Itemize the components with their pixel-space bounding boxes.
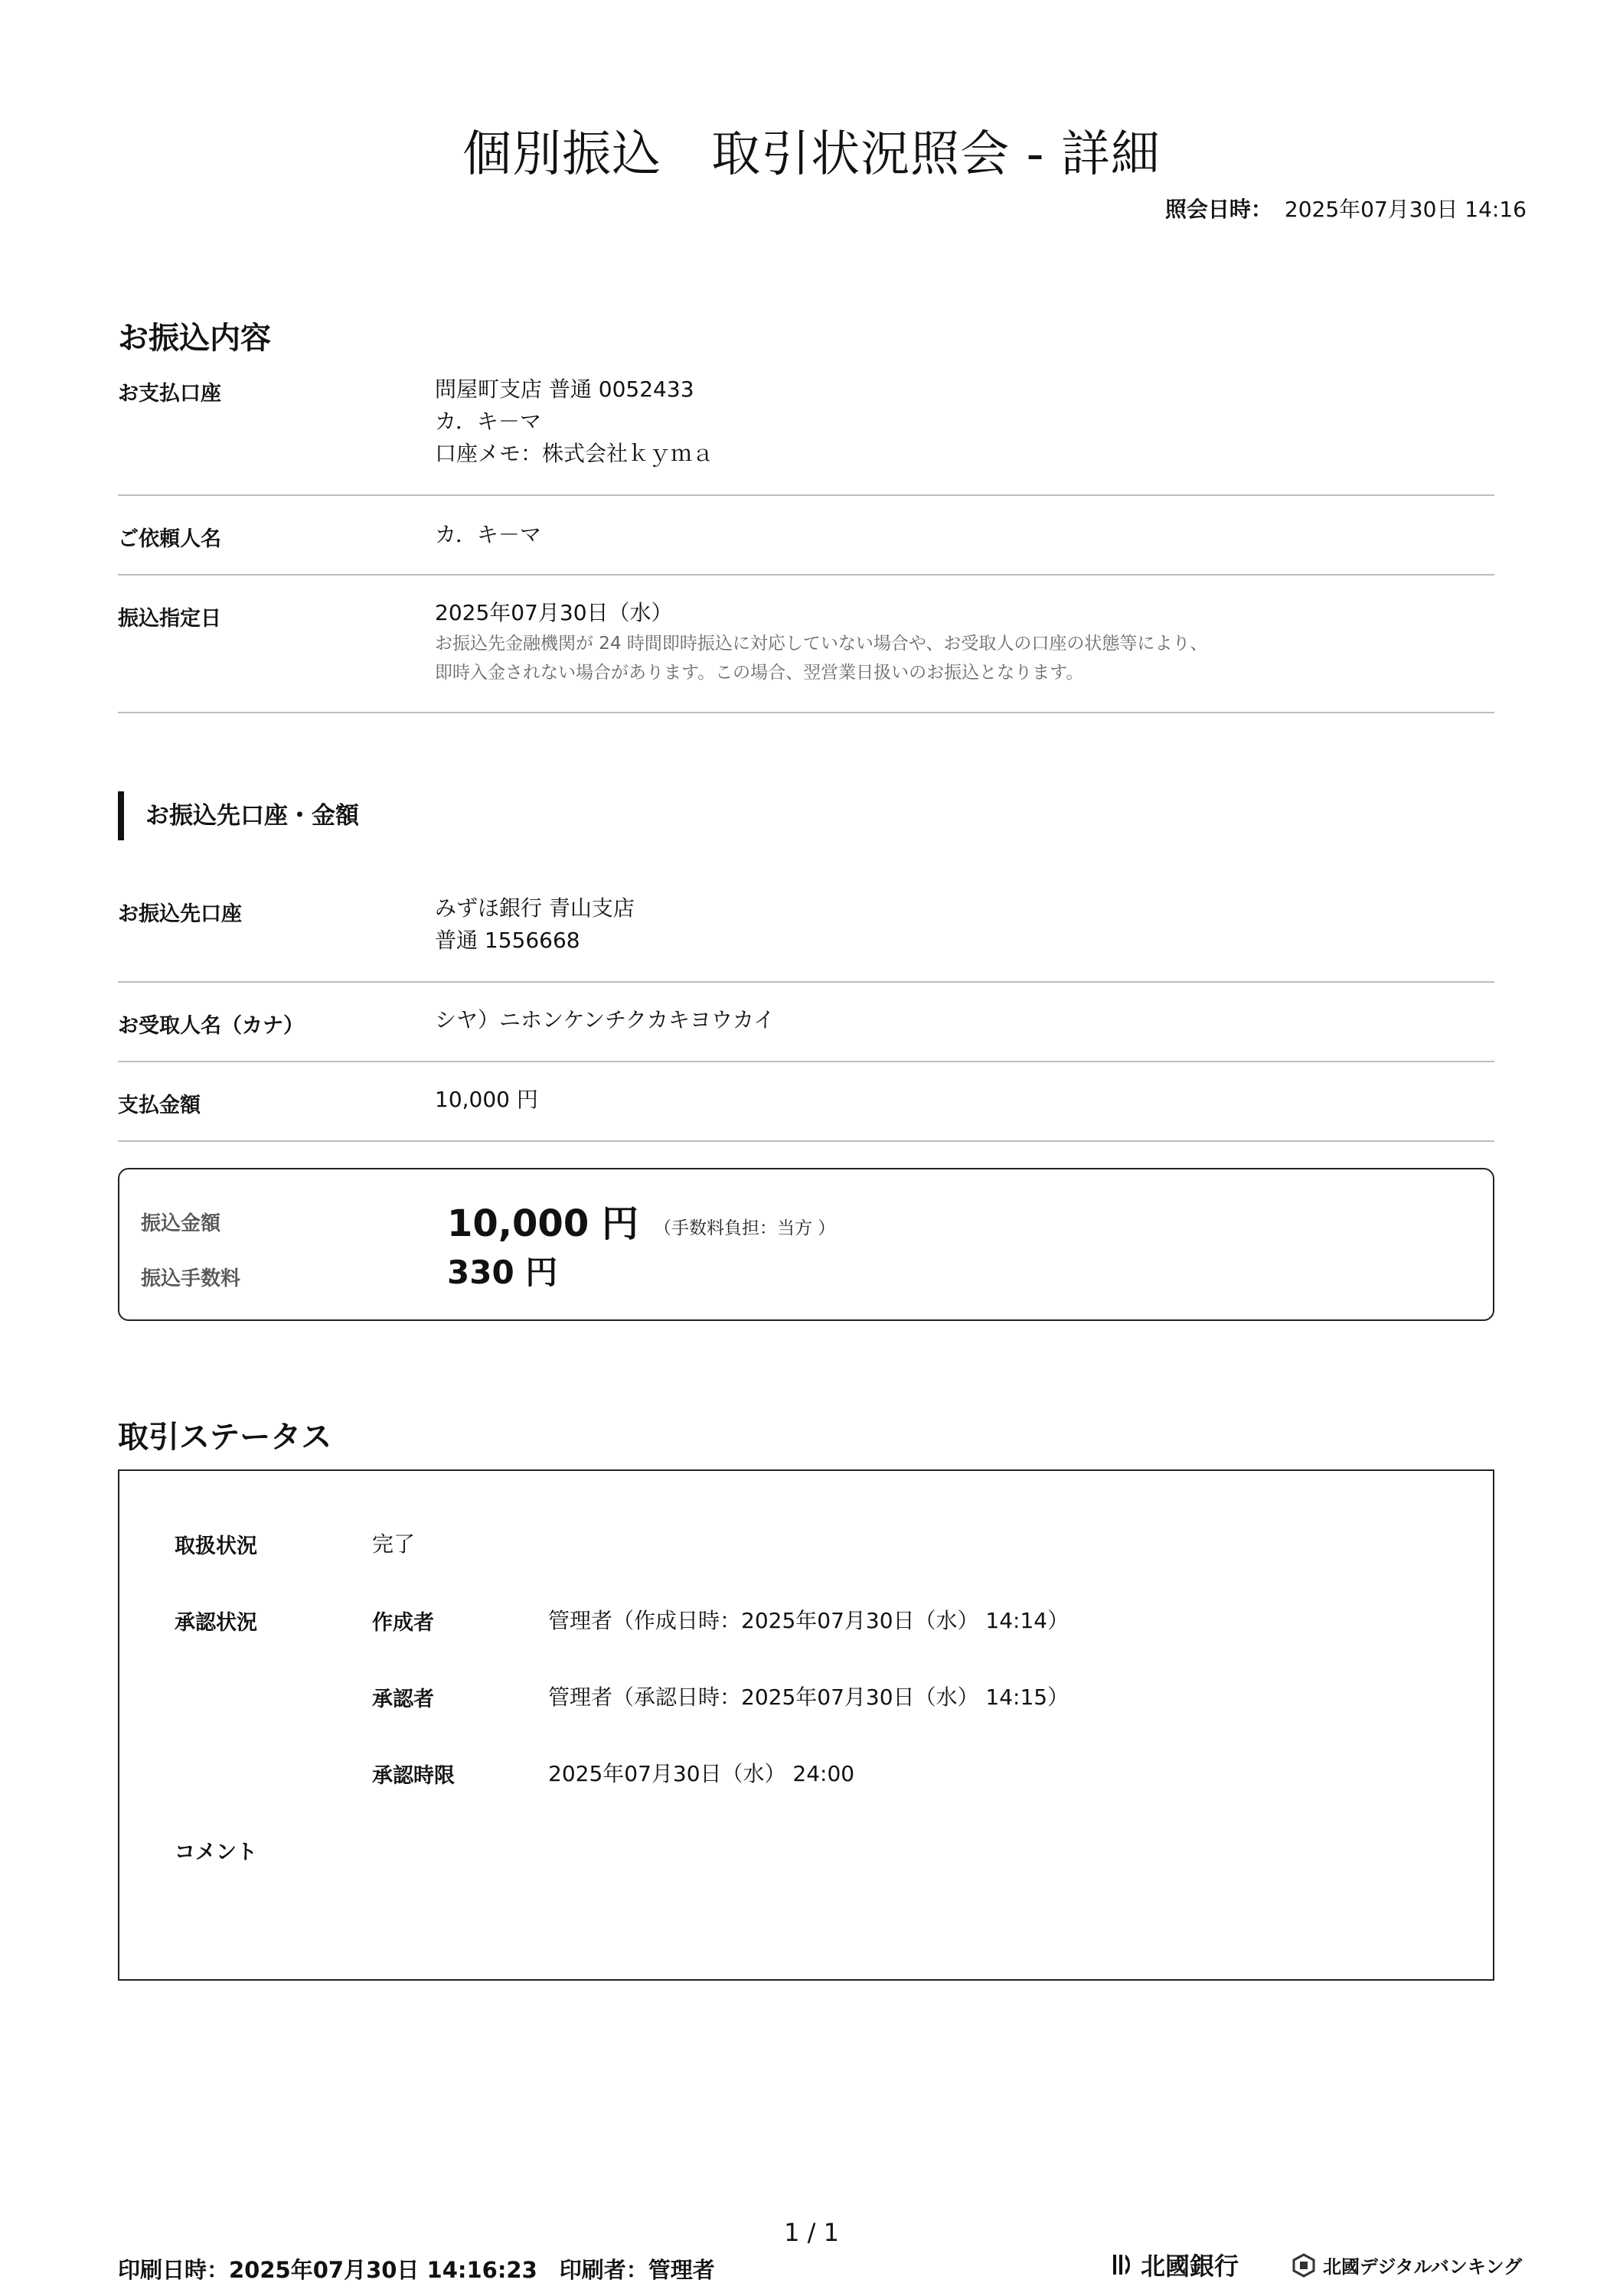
handling-status-value: 完了 xyxy=(372,1531,416,1557)
approval-deadline-value: 2025年07月30日（水） 24:00 xyxy=(548,1761,855,1786)
divider xyxy=(118,494,1494,496)
divider xyxy=(118,1061,1494,1062)
divider xyxy=(118,1140,1494,1142)
comment-label: コメント xyxy=(175,1841,257,1864)
transfer-date-note-2: 即時入金されない場合があります。この場合、翌営業日扱いのお振込となります。 xyxy=(435,663,1084,683)
recipient-value: シヤ）ニホンケンチクカキヨウカイ xyxy=(435,1007,776,1032)
requester-value: カ．キ－マ xyxy=(435,522,541,547)
inquiry-datetime xyxy=(1165,193,1527,223)
creator-value: 管理者（作成日時：2025年07月30日（水） 14:14） xyxy=(548,1608,1069,1633)
transfer-amount-value: 10,000 円 xyxy=(447,1202,638,1245)
status-box xyxy=(118,1469,1494,1981)
fee-value: 330 円 xyxy=(447,1254,558,1291)
destination-account-value xyxy=(435,892,635,957)
approval-deadline-label: 承認時限 xyxy=(372,1764,455,1788)
service-logo xyxy=(1291,2252,1522,2278)
service-logo-text: 北國デジタルバンキング xyxy=(1323,2256,1523,2278)
destination-account-number: 普通 1556668 xyxy=(435,928,580,953)
payment-amount-value: 10,000 円 xyxy=(435,1087,538,1112)
approver-value: 管理者（承認日時：2025年07月30日（水） 14:15） xyxy=(548,1684,1069,1710)
approval-status-label: 承認状況 xyxy=(175,1611,257,1635)
bank-logo xyxy=(1109,2247,1239,2282)
transfer-amount-label: 振込金額 xyxy=(141,1212,221,1235)
payment-account-line: 問屋町支店 普通 0052433 xyxy=(435,377,694,402)
payment-account-label: お支払口座 xyxy=(118,382,221,406)
status-heading: 取引ステータス xyxy=(118,1420,332,1455)
payment-account-memo: 口座メモ：株式会社ｋｙｍａ xyxy=(435,441,714,466)
requester-label: ご依頼人名 xyxy=(118,527,221,551)
transfer-date-label: 振込指定日 xyxy=(118,607,221,631)
approver-label: 承認者 xyxy=(372,1688,434,1711)
fee-label: 振込手数料 xyxy=(141,1267,241,1290)
page-indicator: 1 / 1 xyxy=(784,2218,839,2247)
transfer-date-value xyxy=(435,597,1207,687)
transfer-date-note-1: お振込先金融機関が 24 時間即時振込に対応していない場合や、お受取人の口座の状態等により、 xyxy=(435,634,1208,654)
divider xyxy=(118,712,1494,713)
page-title: 個別振込 取引状況照会 - 詳細 xyxy=(462,126,1161,183)
transfer-amount xyxy=(447,1194,835,1247)
creator-label: 作成者 xyxy=(372,1611,434,1635)
bank-logo-text: 北國銀行 xyxy=(1141,2252,1239,2281)
recipient-label: お受取人名（カナ） xyxy=(118,1014,304,1038)
bank-logo-icon xyxy=(1109,2252,1135,2278)
destination-heading: お振込先口座・金額 xyxy=(145,802,359,830)
payment-account-holder: カ．キ－マ xyxy=(435,409,541,434)
destination-bank: みずほ銀行 青山支店 xyxy=(435,895,635,921)
divider xyxy=(118,981,1494,983)
service-logo-icon xyxy=(1291,2252,1317,2278)
fee-burden-note: （手数料負担：当方 ） xyxy=(653,1218,836,1238)
payment-amount-label: 支払金額 xyxy=(118,1094,201,1117)
print-info: 印刷日時：2025年07月30日 14:16:23 印刷者：管理者 xyxy=(118,2257,715,2283)
transfer-heading: お振込内容 xyxy=(118,321,271,356)
transfer-date: 2025年07月30日（水） xyxy=(435,600,673,625)
divider xyxy=(118,574,1494,576)
handling-status-label: 取扱状況 xyxy=(175,1534,257,1558)
payment-account-value xyxy=(435,373,714,470)
inquiry-label: 照会日時： xyxy=(1164,197,1272,222)
destination-account-label: お振込先口座 xyxy=(118,902,242,926)
inquiry-value: 2025年07月30日 14:16 xyxy=(1284,197,1527,222)
section-bar xyxy=(118,791,124,840)
